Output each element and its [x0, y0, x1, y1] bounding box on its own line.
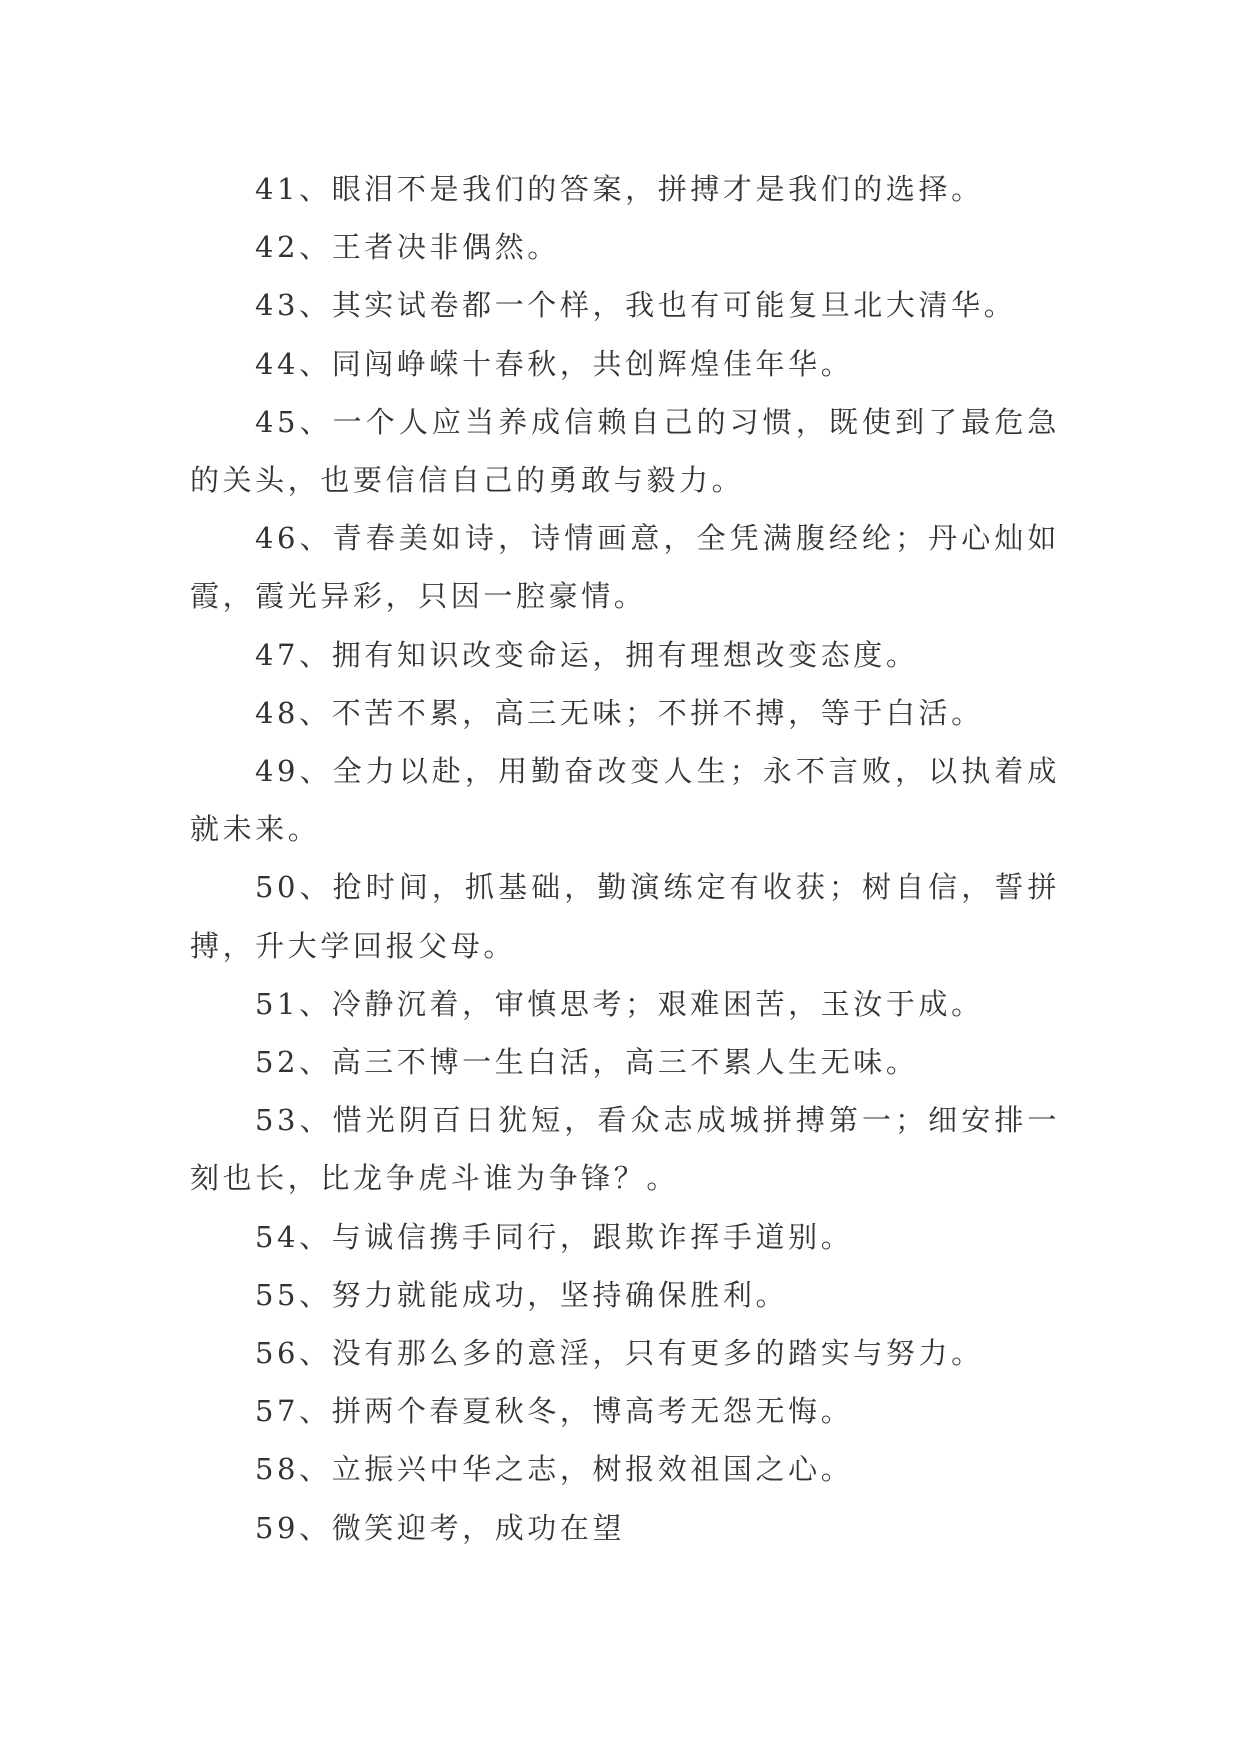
- paragraph-54: 54、与诚信携手同行，跟欺诈挥手道别。: [255, 1219, 854, 1254]
- paragraph-51: 51、冷静沉着，审慎思考；艰难困苦，玉汝于成。: [255, 986, 984, 1021]
- paragraph-56: 56、没有那么多的意淫，只有更多的踏实与努力。: [255, 1336, 984, 1371]
- paragraph-46: 46、青春美如诗，诗情画意，全凭满腹经纶；丹心灿如霞，霞光异彩，只因一腔豪情。: [190, 521, 1060, 614]
- paragraph-57: 57、拼两个春夏秋冬，博高考无怨无悔。: [255, 1394, 854, 1429]
- paragraph-42: 42、王者决非偶然。: [255, 230, 560, 265]
- paragraph-58: 58、立振兴中华之志，树报效祖国之心。: [255, 1452, 854, 1487]
- paragraph-45: 45、一个人应当养成信赖自己的习惯，既使到了最危急的关头，也要信信自己的勇敢与毅力。: [190, 404, 1060, 498]
- paragraph-53: 53、惜光阴百日犹短，看众志成城拼搏第一；细安排一刻也长，比龙争虎斗谁为争锋？。: [190, 1103, 1060, 1196]
- paragraph-59: 59、微笑迎考，成功在望: [255, 1510, 626, 1545]
- paragraph-44: 44、同闯峥嵘十春秋，共创辉煌佳年华。: [255, 346, 854, 381]
- paragraph-47: 47、拥有知识改变命运，拥有理想改变态度。: [255, 637, 919, 672]
- paragraph-52: 52、高三不博一生白活，高三不累人生无味。: [255, 1045, 919, 1080]
- paragraph-43: 43、其实试卷都一个样，我也有可能复旦北大清华。: [255, 288, 1017, 323]
- paragraph-48: 48、不苦不累，高三无味；不拼不搏，等于白活。: [255, 695, 984, 730]
- paragraph-41: 41、眼泪不是我们的答案，拼搏才是我们的选择。: [255, 172, 984, 206]
- paragraph-50: 50、抢时间，抓基础，勤演练定有收获；树自信，誓拼搏，升大学回报父母。: [190, 870, 1060, 963]
- document-body: [190, 160, 1060, 1557]
- paragraph-55: 55、努力就能成功，坚持确保胜利。: [255, 1277, 789, 1312]
- paragraph-49: 49、全力以赴，用勤奋改变人生；永不言败，以执着成就未来。: [190, 754, 1060, 847]
